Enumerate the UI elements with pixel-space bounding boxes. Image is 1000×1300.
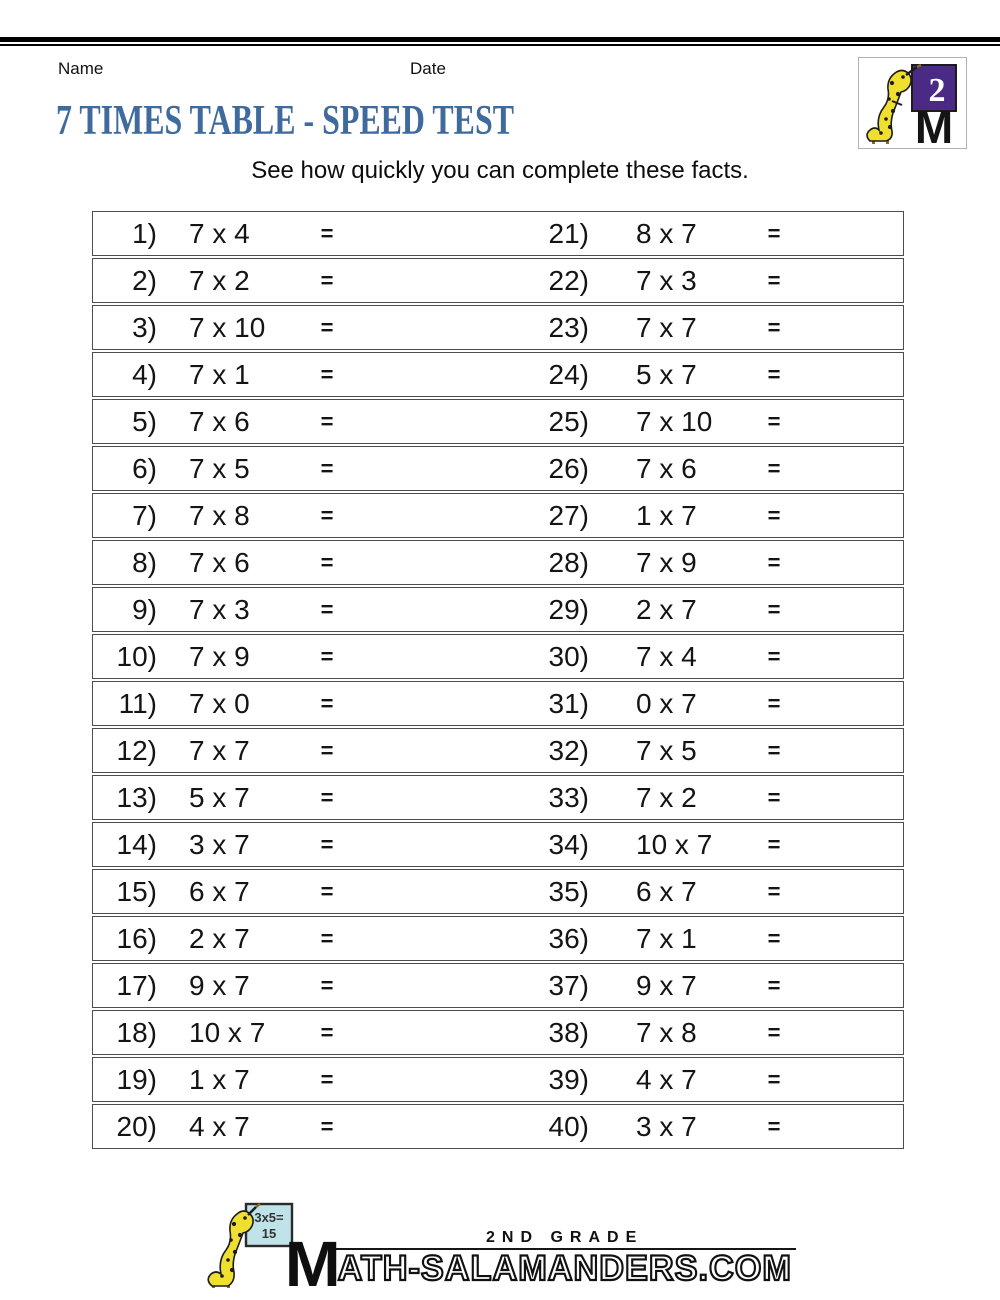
problem-number: 22) bbox=[548, 264, 589, 296]
problem-expression: 2 x 7 bbox=[636, 593, 697, 625]
problems-table bbox=[92, 211, 904, 1151]
problem-expression: 7 x 6 bbox=[189, 546, 250, 578]
board-equation: 3x5= bbox=[253, 1210, 284, 1225]
equals-sign: = bbox=[320, 267, 334, 293]
equals-sign: = bbox=[767, 1066, 781, 1092]
problem-number: 38) bbox=[548, 1016, 589, 1048]
problem-expression: 9 x 7 bbox=[189, 969, 250, 1001]
problem-expression: 7 x 0 bbox=[189, 687, 250, 719]
problem-expression: 7 x 5 bbox=[189, 452, 250, 484]
answer-blank[interactable] bbox=[794, 635, 903, 678]
equals-sign: = bbox=[767, 831, 781, 857]
footer-m-letter: M bbox=[284, 1227, 339, 1300]
equals-sign: = bbox=[767, 502, 781, 528]
problem-number: 8) bbox=[132, 546, 157, 578]
problem-number: 12) bbox=[116, 734, 157, 766]
equals-sign: = bbox=[767, 220, 781, 246]
problem-number: 19) bbox=[116, 1063, 157, 1095]
problem-expression: 7 x 3 bbox=[636, 264, 697, 296]
problem-number: 26) bbox=[548, 452, 589, 484]
problem-expression: 2 x 7 bbox=[189, 922, 250, 954]
problem-number: 1) bbox=[132, 217, 157, 249]
problem-number: 4) bbox=[132, 358, 157, 390]
answer-blank[interactable] bbox=[794, 400, 903, 443]
table-row bbox=[92, 1010, 904, 1055]
worksheet-subtitle: See how quickly you can complete these facts. bbox=[251, 157, 749, 184]
footer-logo bbox=[0, 1198, 1000, 1300]
salamander-grade-icon bbox=[862, 61, 963, 145]
problem-expression: 4 x 7 bbox=[189, 1110, 250, 1142]
problem-expression: 7 x 2 bbox=[189, 264, 250, 296]
problem-expression: 7 x 7 bbox=[189, 734, 250, 766]
problem-number: 14) bbox=[116, 828, 157, 860]
problem-expression: 7 x 8 bbox=[189, 499, 250, 531]
equals-sign: = bbox=[767, 267, 781, 293]
problem-number: 28) bbox=[548, 546, 589, 578]
equals-sign: = bbox=[320, 455, 334, 481]
problem-expression: 5 x 7 bbox=[636, 358, 697, 390]
table-row bbox=[92, 540, 904, 585]
equals-sign: = bbox=[320, 737, 334, 763]
table-row bbox=[92, 916, 904, 961]
answer-blank[interactable] bbox=[347, 1058, 497, 1101]
answer-blank[interactable] bbox=[794, 494, 903, 537]
answer-blank[interactable] bbox=[794, 870, 903, 913]
equals-sign: = bbox=[320, 643, 334, 669]
problem-expression: 5 x 7 bbox=[189, 781, 250, 813]
page-title: 7 TIMES TABLE - SPEED TEST bbox=[56, 98, 514, 144]
answer-blank[interactable] bbox=[347, 447, 497, 490]
equals-sign: = bbox=[767, 972, 781, 998]
problem-number: 5) bbox=[132, 405, 157, 437]
table-row bbox=[92, 681, 904, 726]
table-row bbox=[92, 634, 904, 679]
problem-number: 17) bbox=[116, 969, 157, 1001]
equals-sign: = bbox=[767, 549, 781, 575]
equals-sign: = bbox=[320, 596, 334, 622]
answer-blank[interactable] bbox=[347, 776, 497, 819]
equals-sign: = bbox=[320, 1113, 334, 1139]
equals-sign: = bbox=[767, 361, 781, 387]
problem-number: 23) bbox=[548, 311, 589, 343]
table-row bbox=[92, 446, 904, 491]
problem-number: 30) bbox=[548, 640, 589, 672]
problem-expression: 7 x 4 bbox=[636, 640, 697, 672]
problem-expression: 7 x 6 bbox=[189, 405, 250, 437]
logo-m-letter: M bbox=[914, 101, 954, 145]
problem-expression: 7 x 9 bbox=[636, 546, 697, 578]
problem-number: 40) bbox=[548, 1110, 589, 1142]
equals-sign: = bbox=[767, 1113, 781, 1139]
table-row bbox=[92, 211, 904, 256]
problem-expression: 7 x 7 bbox=[636, 311, 697, 343]
answer-blank[interactable] bbox=[347, 635, 497, 678]
equals-sign: = bbox=[767, 596, 781, 622]
answer-blank[interactable] bbox=[347, 964, 497, 1007]
answer-blank[interactable] bbox=[794, 1058, 903, 1101]
problem-number: 16) bbox=[116, 922, 157, 954]
problem-expression: 4 x 7 bbox=[636, 1063, 697, 1095]
problem-number: 10) bbox=[116, 640, 157, 672]
problem-expression: 10 x 7 bbox=[636, 828, 713, 860]
problem-number: 36) bbox=[548, 922, 589, 954]
problem-expression: 10 x 7 bbox=[189, 1016, 266, 1048]
table-row bbox=[92, 1057, 904, 1102]
answer-blank[interactable] bbox=[794, 259, 903, 302]
answer-blank[interactable] bbox=[347, 1105, 497, 1148]
answer-blank[interactable] bbox=[347, 823, 497, 866]
problem-expression: 7 x 1 bbox=[189, 358, 250, 390]
table-row bbox=[92, 775, 904, 820]
table-row bbox=[92, 305, 904, 350]
answer-blank[interactable] bbox=[794, 682, 903, 725]
equals-sign: = bbox=[320, 361, 334, 387]
problem-number: 2) bbox=[132, 264, 157, 296]
equals-sign: = bbox=[320, 784, 334, 810]
answer-blank[interactable] bbox=[794, 541, 903, 584]
problem-expression: 0 x 7 bbox=[636, 687, 697, 719]
name-label: Name bbox=[58, 59, 104, 78]
problem-number: 31) bbox=[548, 687, 589, 719]
header-rule bbox=[0, 37, 1000, 46]
equals-sign: = bbox=[767, 643, 781, 669]
equals-sign: = bbox=[767, 455, 781, 481]
problem-number: 6) bbox=[132, 452, 157, 484]
answer-blank[interactable] bbox=[347, 306, 497, 349]
problem-number: 25) bbox=[548, 405, 589, 437]
problem-number: 37) bbox=[548, 969, 589, 1001]
equals-sign: = bbox=[320, 549, 334, 575]
answer-blank[interactable] bbox=[794, 729, 903, 772]
answer-blank[interactable] bbox=[794, 776, 903, 819]
board-answer: 15 bbox=[261, 1226, 276, 1241]
grade-level-text: 2ND GRADE bbox=[486, 1229, 644, 1247]
problem-expression: 7 x 6 bbox=[636, 452, 697, 484]
answer-blank[interactable] bbox=[794, 212, 903, 255]
answer-blank[interactable] bbox=[794, 823, 903, 866]
problem-expression: 8 x 7 bbox=[636, 217, 697, 249]
equals-sign: = bbox=[320, 925, 334, 951]
table-row bbox=[92, 822, 904, 867]
table-row bbox=[92, 399, 904, 444]
problem-expression: 1 x 7 bbox=[189, 1063, 250, 1095]
equals-sign: = bbox=[767, 925, 781, 951]
table-row bbox=[92, 587, 904, 632]
problem-number: 27) bbox=[548, 499, 589, 531]
problem-number: 13) bbox=[116, 781, 157, 813]
equals-sign: = bbox=[320, 972, 334, 998]
problem-expression: 6 x 7 bbox=[636, 875, 697, 907]
problem-expression: 7 x 10 bbox=[189, 311, 266, 343]
problem-number: 24) bbox=[548, 358, 589, 390]
answer-blank[interactable] bbox=[347, 917, 497, 960]
table-row bbox=[92, 963, 904, 1008]
equals-sign: = bbox=[767, 784, 781, 810]
table-row bbox=[92, 258, 904, 303]
problem-expression: 7 x 8 bbox=[636, 1016, 697, 1048]
problem-expression: 9 x 7 bbox=[636, 969, 697, 1001]
answer-blank[interactable] bbox=[347, 259, 497, 302]
equals-sign: = bbox=[320, 690, 334, 716]
equals-sign: = bbox=[767, 878, 781, 904]
table-row bbox=[92, 352, 904, 397]
problem-expression: 7 x 2 bbox=[636, 781, 697, 813]
site-name-text: ATH-SALAMANDERS.COM bbox=[337, 1249, 792, 1289]
equals-sign: = bbox=[767, 690, 781, 716]
problem-expression: 7 x 3 bbox=[189, 593, 250, 625]
answer-blank[interactable] bbox=[794, 917, 903, 960]
problem-expression: 7 x 9 bbox=[189, 640, 250, 672]
date-label: Date bbox=[410, 59, 446, 78]
table-row bbox=[92, 1104, 904, 1149]
grade-logo bbox=[858, 57, 967, 149]
table-row bbox=[92, 728, 904, 773]
answer-blank[interactable] bbox=[347, 870, 497, 913]
problem-number: 33) bbox=[548, 781, 589, 813]
problem-number: 39) bbox=[548, 1063, 589, 1095]
answer-blank[interactable] bbox=[794, 1105, 903, 1148]
problem-number: 20) bbox=[116, 1110, 157, 1142]
problem-expression: 3 x 7 bbox=[189, 828, 250, 860]
equals-sign: = bbox=[767, 314, 781, 340]
answer-blank[interactable] bbox=[347, 588, 497, 631]
answer-blank[interactable] bbox=[347, 353, 497, 396]
answer-blank[interactable] bbox=[794, 447, 903, 490]
equals-sign: = bbox=[320, 502, 334, 528]
answer-blank[interactable] bbox=[347, 682, 497, 725]
equals-sign: = bbox=[767, 737, 781, 763]
problem-number: 21) bbox=[548, 217, 589, 249]
problem-expression: 6 x 7 bbox=[189, 875, 250, 907]
problem-number: 11) bbox=[118, 687, 157, 719]
problem-expression: 7 x 10 bbox=[636, 405, 713, 437]
answer-blank[interactable] bbox=[347, 494, 497, 537]
answer-blank[interactable] bbox=[794, 306, 903, 349]
problem-expression: 7 x 4 bbox=[189, 217, 250, 249]
problem-number: 29) bbox=[548, 593, 589, 625]
problem-expression: 7 x 1 bbox=[636, 922, 697, 954]
table-row bbox=[92, 869, 904, 914]
grade-number: 2 bbox=[928, 72, 946, 109]
problem-number: 9) bbox=[132, 593, 157, 625]
equals-sign: = bbox=[320, 831, 334, 857]
problem-number: 3) bbox=[132, 311, 157, 343]
equals-sign: = bbox=[320, 408, 334, 434]
answer-blank[interactable] bbox=[794, 353, 903, 396]
answer-blank[interactable] bbox=[794, 964, 903, 1007]
answer-blank[interactable] bbox=[794, 1011, 903, 1054]
table-row bbox=[92, 493, 904, 538]
answer-blank[interactable] bbox=[347, 729, 497, 772]
answer-blank[interactable] bbox=[347, 212, 497, 255]
problem-expression: 7 x 5 bbox=[636, 734, 697, 766]
problem-number: 15) bbox=[116, 875, 157, 907]
answer-blank[interactable] bbox=[347, 541, 497, 584]
problem-expression: 1 x 7 bbox=[636, 499, 697, 531]
equals-sign: = bbox=[320, 314, 334, 340]
problem-expression: 3 x 7 bbox=[636, 1110, 697, 1142]
equals-sign: = bbox=[320, 220, 334, 246]
equals-sign: = bbox=[320, 1066, 334, 1092]
equals-sign: = bbox=[320, 878, 334, 904]
answer-blank[interactable] bbox=[794, 588, 903, 631]
answer-blank[interactable] bbox=[347, 400, 497, 443]
problem-number: 35) bbox=[548, 875, 589, 907]
problem-number: 34) bbox=[548, 828, 589, 860]
answer-blank[interactable] bbox=[347, 1011, 497, 1054]
problem-number: 7) bbox=[132, 499, 157, 531]
problem-number: 32) bbox=[548, 734, 589, 766]
equals-sign: = bbox=[767, 1019, 781, 1045]
equals-sign: = bbox=[320, 1019, 334, 1045]
problem-number: 18) bbox=[116, 1016, 157, 1048]
equals-sign: = bbox=[767, 408, 781, 434]
